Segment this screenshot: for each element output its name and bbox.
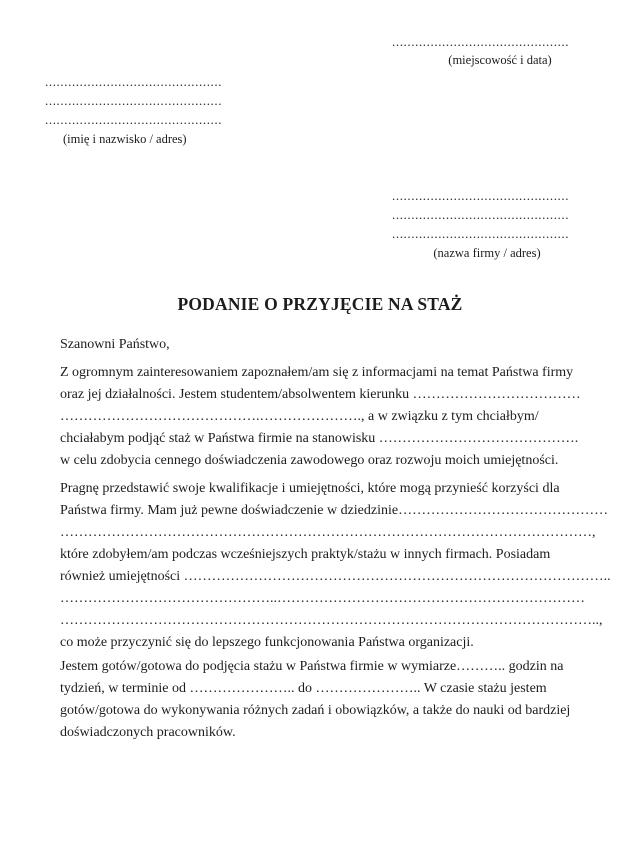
sender-block — [45, 72, 233, 147]
place-date-dotted-line: .............................................. — [392, 34, 570, 49]
paragraph-line: …………………………………………………………………………………………………….., — [60, 613, 603, 628]
paragraph-line: Państwa firmy. Mam już pewne doświadczenie w dziedzinie……………………………………… — [60, 503, 609, 518]
sender-label: (imię i nazwisko / adres) — [63, 132, 187, 146]
paragraph-line: Pragnę przedstawić swoje kwalifikacje i umiejętności, które mogą przynieść korzyści dla — [60, 481, 560, 496]
paragraph-line: ………………………………………..………………………………………………………… — [60, 591, 585, 606]
sender-dotted-line: .............................................. — [45, 74, 223, 89]
paragraph-line: Jestem gotów/gotowa do podjęcia stażu w Państwa firmie w wymiarze……….. godzin na — [60, 659, 564, 674]
paragraph-line: w celu zdobycia cennego doświadczenia zawodowego oraz rozwoju moich umiejętności. — [60, 453, 559, 468]
company-dotted-line: .............................................. — [392, 226, 570, 241]
paragraph-1 — [60, 362, 585, 472]
paragraph-line: doświadczonych pracowników. — [60, 725, 236, 740]
paragraph-line: które zdobyłem/am podczas wcześniejszych praktyk/stażu w innych firmach. Posiadam — [60, 547, 551, 562]
paragraph-line: gotów/gotowa do wykonywania różnych zadań i obowiązków, a także do nauki od bardziej — [60, 703, 571, 718]
place-date-label: (miejscowość i data) — [448, 53, 552, 67]
company-dotted-line: .............................................. — [392, 207, 570, 222]
sender-dotted-line: .............................................. — [45, 93, 223, 108]
paragraph-line: tydzień, w terminie od ………………….. do ………………….. W czasie stażu jestem — [60, 681, 547, 696]
paragraph-line: co może przyczynić się do lepszego funkcjonowania Państwa organizacji. — [60, 635, 474, 650]
paragraph-line: …………………………………….…………………., a w związku z tym chciałbym/ — [60, 409, 539, 424]
paragraph-line: ……………………………………………………………………………………………………, — [60, 525, 596, 540]
salutation: Szanowni Państwo, — [60, 337, 170, 352]
paragraph-line: Z ogromnym zainteresowaniem zapoznałem/am się z informacjami na temat Państwa firmy — [60, 365, 574, 380]
place-date-block — [392, 32, 578, 68]
paragraph-line: chciałabym podjąć staż w Państwa firmie na stanowisku ……………………………………. — [60, 431, 579, 446]
paragraph-line: oraz jej działalności. Jestem studentem/absolwentem kierunku ……………………………… — [60, 387, 581, 402]
paragraph-3 — [60, 656, 585, 744]
company-block — [392, 186, 582, 261]
paragraph-2 — [60, 478, 611, 654]
company-label: (nazwa firmy / adres) — [433, 246, 541, 260]
document-title: PODANIE O PRZYJĘCIE NA STAŻ — [177, 294, 463, 314]
paragraph-line: również umiejętności ……………………………………………………………………………….. — [60, 569, 611, 584]
company-dotted-line: .............................................. — [392, 188, 570, 203]
sender-dotted-line: .............................................. — [45, 112, 223, 127]
